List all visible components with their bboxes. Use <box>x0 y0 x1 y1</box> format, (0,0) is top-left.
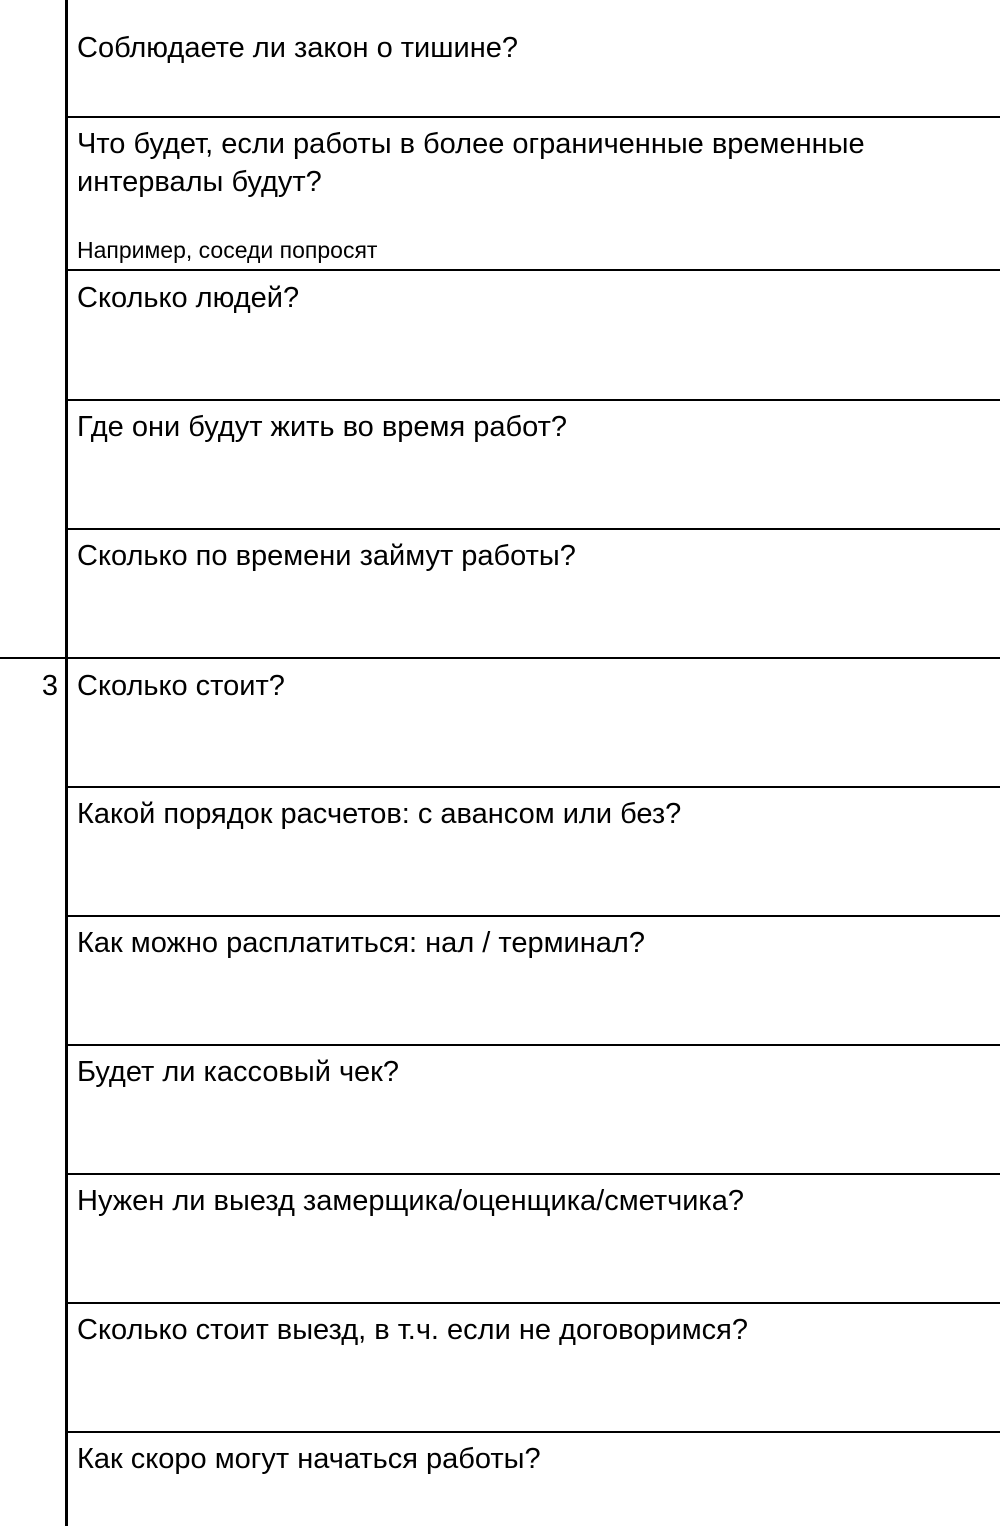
question-text: Как скоро могут начаться работы? <box>77 1443 541 1475</box>
question-text: Где они будут жить во время работ? <box>77 411 567 443</box>
row-divider <box>67 1431 1000 1433</box>
row-divider <box>67 1173 1000 1175</box>
question-text: Сколько стоит? <box>77 670 285 702</box>
question-text: Что будет, если работы в более ограниченные временные интервалы будут? <box>77 128 865 198</box>
question-text: Какой порядок расчетов: с авансом или без? <box>77 798 682 830</box>
section-number: 3 <box>41 670 58 702</box>
row-divider <box>67 1044 1000 1046</box>
row-divider <box>67 528 1000 530</box>
row-divider <box>67 1302 1000 1304</box>
row-divider <box>67 786 1000 788</box>
question-text: Сколько людей? <box>77 282 300 314</box>
row-divider <box>67 116 1000 118</box>
question-text: Нужен ли выезд замерщика/оценщика/сметчика? <box>77 1185 745 1217</box>
row-divider <box>67 399 1000 401</box>
question-text: Будет ли кассовый чек? <box>77 1056 400 1088</box>
question-note: Например, соседи попросят <box>77 237 378 263</box>
question-text: Сколько по времени займут работы? <box>77 540 576 572</box>
column-divider <box>65 0 68 1526</box>
question-text: Как можно расплатиться: нал / терминал? <box>77 927 645 959</box>
question-text: Сколько стоит выезд, в т.ч. если не договоримся? <box>77 1314 748 1346</box>
row-divider <box>67 269 1000 271</box>
row-divider <box>67 915 1000 917</box>
question-text: Соблюдаете ли закон о тишине? <box>77 32 518 64</box>
section-divider <box>0 657 1000 659</box>
